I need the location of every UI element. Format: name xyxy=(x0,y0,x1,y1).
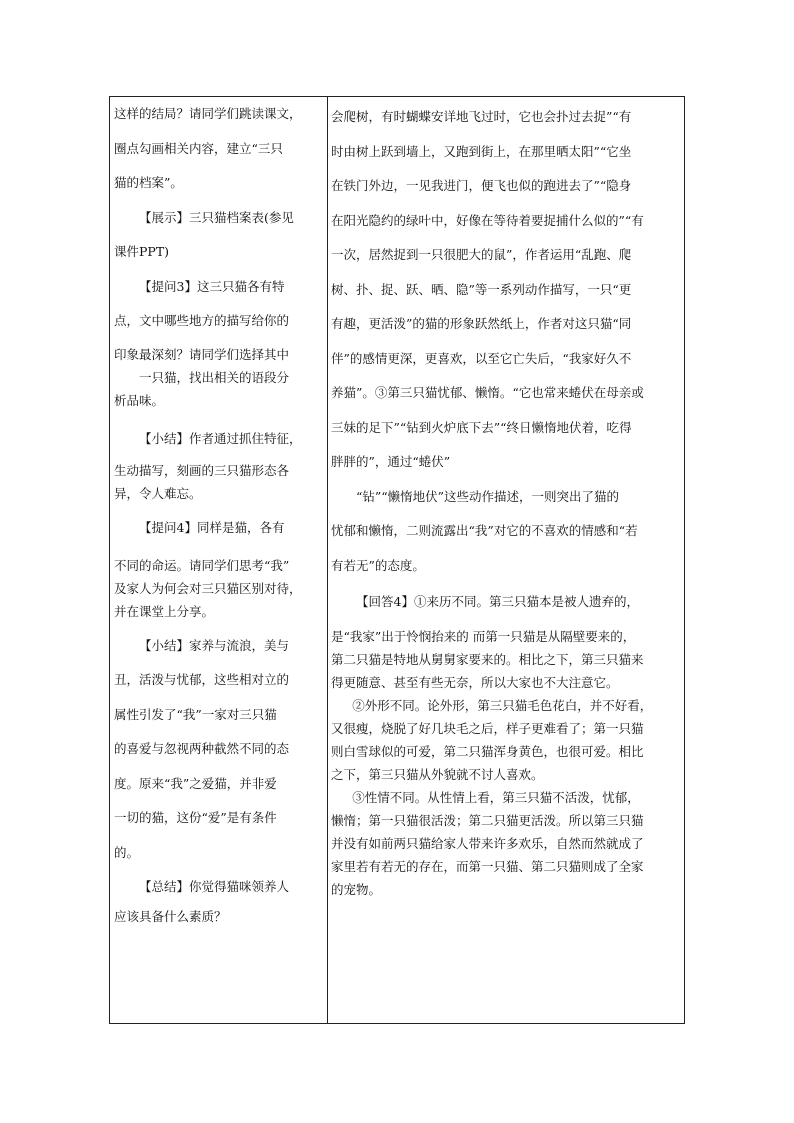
left-line: 的喜爱与忽视两种截然不同的态 xyxy=(114,741,290,756)
right-line: 在铁门外边，一见我进门，便飞也似的跑进去了”“隐身 xyxy=(331,178,632,193)
right-line: 又很瘦，烧脱了好几块毛之后，样子更难看了；第一只猫 xyxy=(331,721,644,736)
left-line: 【总结】你觉得猫咪领养人 xyxy=(139,879,290,894)
right-line: 则白雪球似的可爱，第二只猫浑身黄色，也很可爱。相比 xyxy=(331,744,644,759)
left-line: 生动描写，刻画的三只猫形态各 xyxy=(114,462,290,478)
right-line: ②外形不同。论外形，第三只猫毛色花白，并不好看， xyxy=(352,698,653,713)
lesson-table xyxy=(109,96,685,1024)
right-line: 养猫”。③第三只猫忧郁、懒惰。“它也常来蜷伏在母亲或 xyxy=(331,385,644,400)
left-line: 不同的命运。请同学们思考“我” xyxy=(114,557,290,573)
left-line: 及家人为何会对三只猫区别对待， xyxy=(114,580,302,596)
left-line: 异，令人难忘。 xyxy=(114,485,202,501)
left-line: 的。 xyxy=(114,844,140,860)
left-line: 课件PPT) xyxy=(114,244,170,259)
right-line: 得更随意、甚至有些无奈，所以大家也不大注意它。 xyxy=(331,675,619,690)
right-line: 家里若有若无的存在，而第一只猫、第二只猫则成了全家 xyxy=(331,859,644,874)
left-line: 应该具备什么素质？ xyxy=(114,908,227,924)
right-line: 之下，第三只猫从外貌就不讨人喜欢。 xyxy=(331,767,544,782)
right-line: 懒惰；第一只猫很活泼；第二只猫更活泼。所以第三只猫 xyxy=(331,813,644,828)
right-line: 有趣，更活泼”的猫的形象跃然纸上，作者对这只猫“同 xyxy=(331,316,632,331)
right-line: 三妹的足下”“钻到火炉底下去”“终日懒惰地伏着，吃得 xyxy=(331,419,632,435)
right-line: 忧郁和懒惰，二则流露出“我”对它的不喜欢的情感和“若 xyxy=(331,523,638,538)
left-line: 点，文中哪些地方的描写给你的 xyxy=(114,313,290,328)
left-line: 度。原来“我”之爱猫，并非爱 xyxy=(114,775,277,791)
left-line: 印象最深刻？请同学们选择其中 xyxy=(114,346,290,362)
column-divider xyxy=(327,97,328,1023)
left-line: 一只猫，找出相关的语段分 xyxy=(139,369,290,385)
right-line: 伴”的感情更深，更喜欢，以至它亡失后，“我家好久不 xyxy=(331,350,632,366)
left-line: 圈点勾画相关内容，建立“三只 xyxy=(114,140,283,156)
right-line: 的宠物。 xyxy=(331,882,382,897)
left-line: 析品味。 xyxy=(114,392,165,408)
left-line: 并在课堂上分享。 xyxy=(114,603,215,619)
left-line: 【展示】三只猫档案表(参见 xyxy=(139,209,294,225)
teacher-activity-column xyxy=(114,97,322,928)
left-line: 【小结】作者通过抓住特征， xyxy=(139,430,302,446)
right-line: “钻”“懒惰地伏”这些动作描述，一则突出了猫的 xyxy=(356,488,620,504)
right-line: 第二只猫是特地从舅舅家要来的。相比之下，第三只猫来 xyxy=(331,652,644,667)
left-line: 这样的结局？请同学们跳读课文， xyxy=(114,106,302,121)
right-line: 一次，居然捉到一只很肥大的鼠”，作者运用“乱跑、爬 xyxy=(331,247,632,262)
right-line: 时由树上跃到墙上，又跑到街上，在那里晒太阳”“它坐 xyxy=(331,143,632,159)
left-line: 一切的猫，这份“爱”是有条件 xyxy=(114,810,277,825)
right-line: 会爬树，有时蝴蝶安详地飞过时，它也会扑过去捉”“有 xyxy=(331,109,632,124)
right-line: ③性情不同。从性情上看，第三只猫不活泼，忧郁， xyxy=(352,790,640,805)
left-line: 丑，活泼与忧郁，这些相对立的 xyxy=(114,672,290,687)
right-line: 并没有如前两只猫给家人带来许多欢乐，自然而然就成了 xyxy=(331,836,644,851)
right-line: 是“我家”出于怜悯抬来的 而第一只猫是从隔壁要来的， xyxy=(331,628,636,644)
right-line: 有若无”的态度。 xyxy=(331,557,425,573)
left-line: 【提问4】同样是猫，各有 xyxy=(139,519,285,535)
left-line: 【提问3】这三只猫各有特 xyxy=(139,278,285,294)
right-line: 在阳光隐约的绿叶中，好像在等待着要捉捕什么似的”“有 xyxy=(331,212,644,228)
right-line: 【回答4】①来历不同。第三只猫本是被人遗弃的， xyxy=(356,594,639,609)
right-line: 树、扑、捉、跃、晒、隐”等一系列动作描写，一只“更 xyxy=(331,281,632,297)
right-line: 胖胖的”，通过“蜷伏” xyxy=(331,454,451,469)
left-line: 【小结】家养与流浪，美与 xyxy=(139,637,290,653)
student-activity-column xyxy=(331,97,681,901)
left-line: 猫的档案”。 xyxy=(114,175,183,190)
left-line: 属性引发了“我”一家对三只猫 xyxy=(114,706,277,722)
